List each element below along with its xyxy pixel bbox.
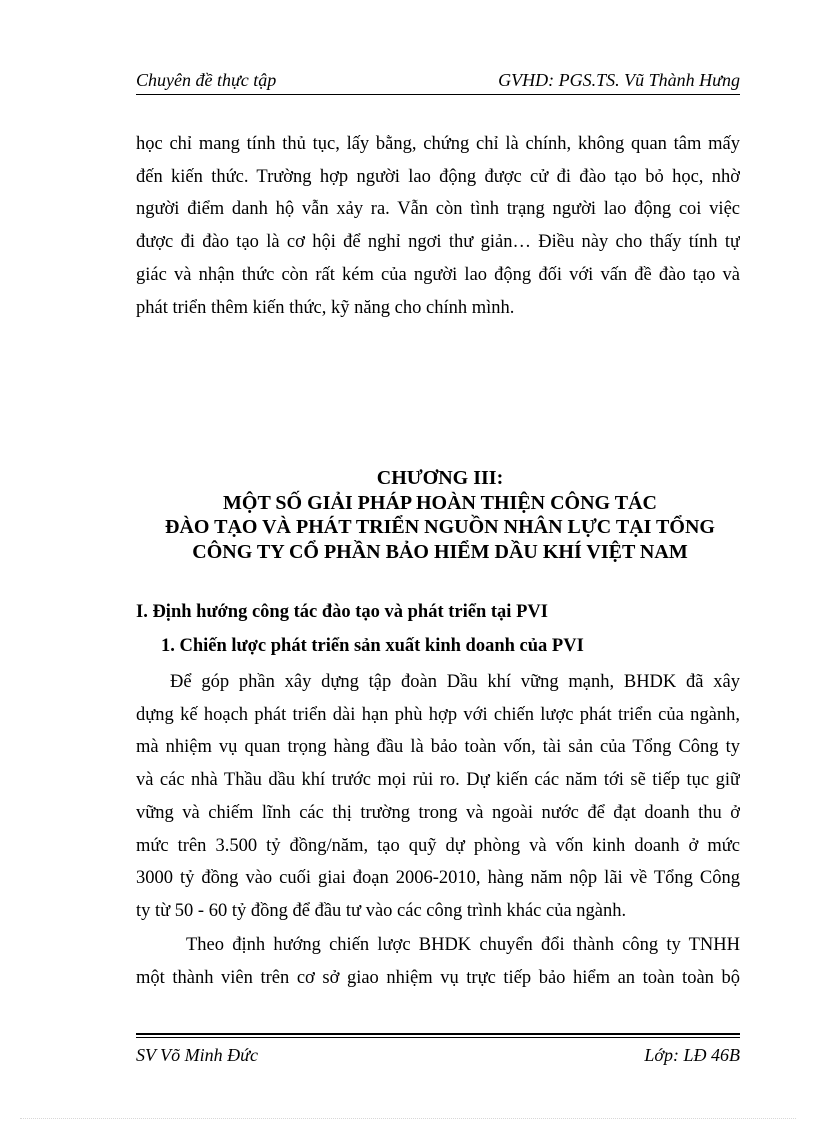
text-line: Theo định hướng chiến lược BHDK chuyển đổi thành công ty TNHH [186,935,740,955]
text-line: mà nhiệm vụ quan trọng hàng đầu là bảo toàn vốn, tài sản của Tổng Công ty [136,737,740,758]
page-edge-dotted-line [20,1118,796,1119]
footer-student-name: SV Võ Minh Đức [136,1045,258,1065]
text-line: một thành viên trên cơ sở giao nhiệm vụ trực tiếp bảo hiểm an toàn toàn bộ [136,967,740,988]
chapter-title-line: ĐÀO TẠO VÀ PHÁT TRIỂN NGUỒN NHÂN LỰC TẠI TỔNG [165,516,715,538]
text-line: ty từ 50 - 60 tỷ đồng để đầu tư vào các công trình khác của ngành. [136,900,627,921]
chapter-number: CHƯƠNG III: [376,467,504,489]
orientation-paragraph [136,929,740,994]
text-line: và các nhà Thầu dầu khí trước mọi rủi ro. Dự kiến các năm tới sẽ tiếp tục giữ [136,770,740,791]
subsection-heading: 1. Chiến lược phát triển sản xuất kinh doanh của PVI [161,636,584,656]
text-line: người điểm danh hộ vẫn xảy ra. Vẫn còn tình trạng người lao động coi việc [136,199,740,220]
text-line: được đi đào tạo là cơ hội để nghỉ ngơi thư giản… Điều này cho thấy tính tự [136,232,740,253]
section-heading: I. Định hướng công tác đào tạo và phát triển tại PVI [136,602,548,622]
text-line: đến kiến thức. Trường hợp người lao động được cử đi đào tạo bỏ học, nhờ [136,166,740,187]
footer-divider [136,1033,740,1035]
footer-class: Lớp: LĐ 46B [644,1045,740,1065]
text-line: giác và nhận thức còn rất kém của người lao động đối với vấn đề đào tạo và [136,264,740,285]
text-line: Để góp phần xây dựng tập đoàn Dầu khí vững mạnh, BHDK đã xây [170,672,740,692]
text-line: dựng kế hoạch phát triển dài hạn phù hợp với chiến lược phát triển của ngành, [136,704,740,725]
chapter-title [120,466,760,564]
header-divider [136,94,740,95]
chapter-title-line: MỘT SỐ GIẢI PHÁP HOÀN THIỆN CÔNG TÁC [223,491,657,514]
footer-divider-thin [136,1037,740,1038]
header-report-title: Chuyên đề thực tập [136,70,277,90]
intro-paragraph [136,128,740,324]
header-supervisor: GVHD: PGS.TS. Vũ Thành Hưng [498,70,740,90]
strategy-paragraph [136,666,740,928]
text-line: học chỉ mang tính thủ tục, lấy bằng, chứng chỉ là chính, không quan tâm mấy [136,134,740,154]
text-line: vững và chiếm lĩnh các thị trường trong và ngoài nước để đạt doanh thu ở [136,802,740,823]
text-line: phát triển thêm kiến thức, kỹ năng cho chính mình. [136,297,515,318]
page-footer [136,1043,740,1067]
text-line: 3000 tỷ đồng vào cuối giai đoạn 2006-2010, hàng năm nộp lãi về Tổng Công [136,868,740,889]
chapter-title-line: CÔNG TY CỔ PHẦN BẢO HIỂM DẦU KHÍ VIỆT NAM [192,540,688,563]
page-header [136,68,740,92]
text-line: mức trên 3.500 tỷ đồng/năm, tạo quỹ dự phòng và vốn kinh doanh ở mức [136,835,740,856]
